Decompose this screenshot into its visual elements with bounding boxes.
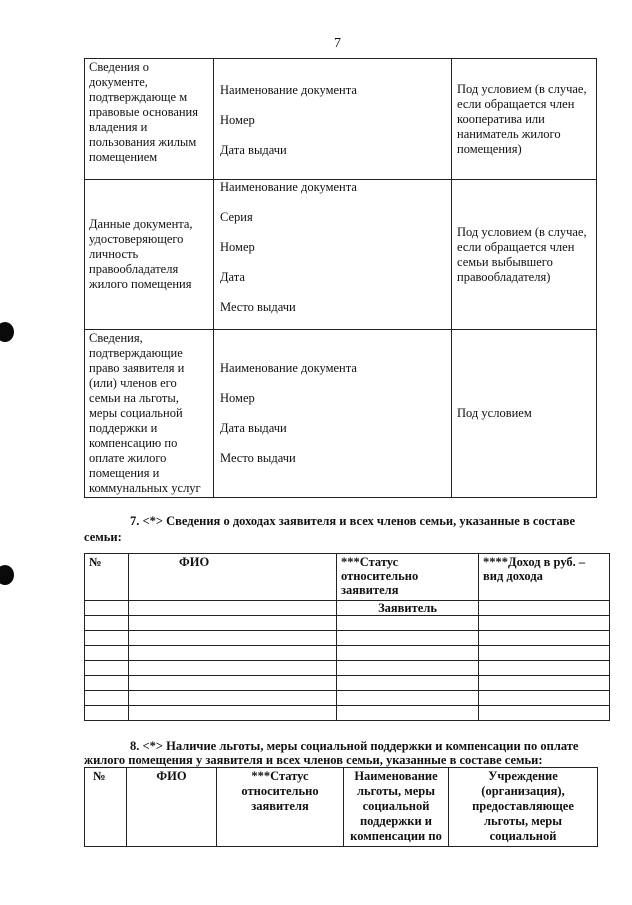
field-name: Серия — [220, 210, 253, 224]
table-cell — [129, 661, 337, 676]
table-cell — [129, 631, 337, 646]
field-name: Дата — [220, 270, 245, 284]
row-label-text: Данные документа, удостоверяющего личность правообладателя жилого помещения — [89, 217, 193, 291]
table-cell — [337, 631, 479, 646]
table-cell — [85, 661, 129, 676]
table-cell — [129, 616, 337, 631]
table-cell — [85, 646, 129, 661]
punch-hole — [0, 565, 14, 585]
table-cell — [479, 661, 610, 676]
table-row — [85, 646, 610, 661]
table-cell — [85, 616, 129, 631]
column-header-number: № — [85, 554, 129, 601]
row-label: Сведения о документе, подтверждающе м правовые основания владения и пользования жилым помещением — [85, 59, 214, 180]
table-row — [85, 631, 610, 646]
table-cell — [129, 646, 337, 661]
row-condition: Под условием (в случае, если обращается член семьи выбывшего правообладателя) — [452, 180, 597, 330]
row-condition: Под условием (в случае, если обращается член кооператива или наниматель жилого помещения) — [452, 59, 597, 180]
section-8-heading-continued: жилого помещения у заявителя и всех членов семьи, указанные в составе семьи: — [84, 753, 543, 767]
table-row — [85, 601, 610, 616]
table-cell — [337, 661, 479, 676]
punch-hole — [0, 322, 14, 342]
applicant-cell: Заявитель — [337, 601, 479, 616]
documents-table — [84, 58, 597, 498]
table-cell — [337, 706, 479, 721]
table-cell — [479, 616, 610, 631]
column-header-fio: ФИО — [127, 768, 217, 847]
page-number: 7 — [334, 36, 341, 51]
column-header-fio: ФИО — [129, 554, 337, 601]
column-header-income: ****Доход в руб. – вид дохода — [479, 554, 610, 601]
field-name: Наименование документа — [220, 180, 357, 194]
section-8-heading: 8. <*> Наличие льготы, меры социальной поддержки и компенсации по оплате — [130, 739, 579, 753]
table-cell — [85, 676, 129, 691]
table-cell — [479, 601, 610, 616]
field-name: Наименование документа — [220, 82, 357, 97]
table-cell — [85, 601, 129, 616]
section-7-heading: 7. <*> Сведения о доходах заявителя и всех членов семьи, указанные в составе — [130, 514, 576, 528]
table-cell — [479, 706, 610, 721]
row-condition: Под условием — [452, 330, 597, 498]
table-row — [85, 691, 610, 706]
income-table — [84, 553, 610, 721]
table-cell — [129, 706, 337, 721]
table-cell — [337, 691, 479, 706]
table-row — [85, 706, 610, 721]
benefits-table — [84, 767, 598, 847]
column-header-institution: Учреждение (организация), предоставляющее льготы, меры социальной — [449, 768, 598, 847]
table-cell — [129, 601, 337, 616]
column-header-benefit-name: Наименование льготы, меры социальной поддержки и компенсации по — [344, 768, 449, 847]
field-name: Номер — [220, 391, 255, 405]
table-cell — [337, 616, 479, 631]
row-fields — [214, 59, 452, 180]
table-cell — [129, 691, 337, 706]
table-cell — [337, 646, 479, 661]
row-label: Сведения, подтверждающие право заявителя и (или) членов его семьи на льготы, меры социальной поддержки и компенсацию по оплате жилого помещения и коммунальных услуг — [85, 330, 214, 498]
field-name: Номер — [220, 240, 255, 254]
table-cell — [129, 676, 337, 691]
table-cell — [479, 676, 610, 691]
field-name: Дата выдачи — [220, 421, 287, 435]
section-7-heading-continued: семьи: — [84, 530, 122, 544]
table-row — [85, 676, 610, 691]
table-row — [85, 330, 597, 498]
table-cell — [85, 706, 129, 721]
table-row — [85, 59, 597, 180]
table-header-row — [85, 554, 610, 601]
column-header-status: ***Статус относительно заявителя — [217, 768, 344, 847]
field-name: Место выдачи — [220, 451, 296, 465]
table-cell — [479, 631, 610, 646]
column-header-number: № — [85, 768, 127, 847]
table-header-row — [85, 768, 598, 847]
table-cell — [85, 691, 129, 706]
column-header-status: ***Статус относительно заявителя — [337, 554, 479, 601]
row-label — [85, 180, 214, 330]
row-fields — [214, 180, 452, 330]
table-cell — [479, 646, 610, 661]
row-fields — [214, 330, 452, 498]
table-cell — [337, 676, 479, 691]
table-row — [85, 616, 610, 631]
field-name: Дата выдачи — [220, 142, 287, 157]
field-name: Место выдачи — [220, 300, 296, 314]
table-cell — [85, 631, 129, 646]
table-cell — [479, 691, 610, 706]
table-row — [85, 661, 610, 676]
field-name: Наименование документа — [220, 361, 357, 375]
field-name: Номер — [220, 112, 255, 127]
table-row — [85, 180, 597, 330]
